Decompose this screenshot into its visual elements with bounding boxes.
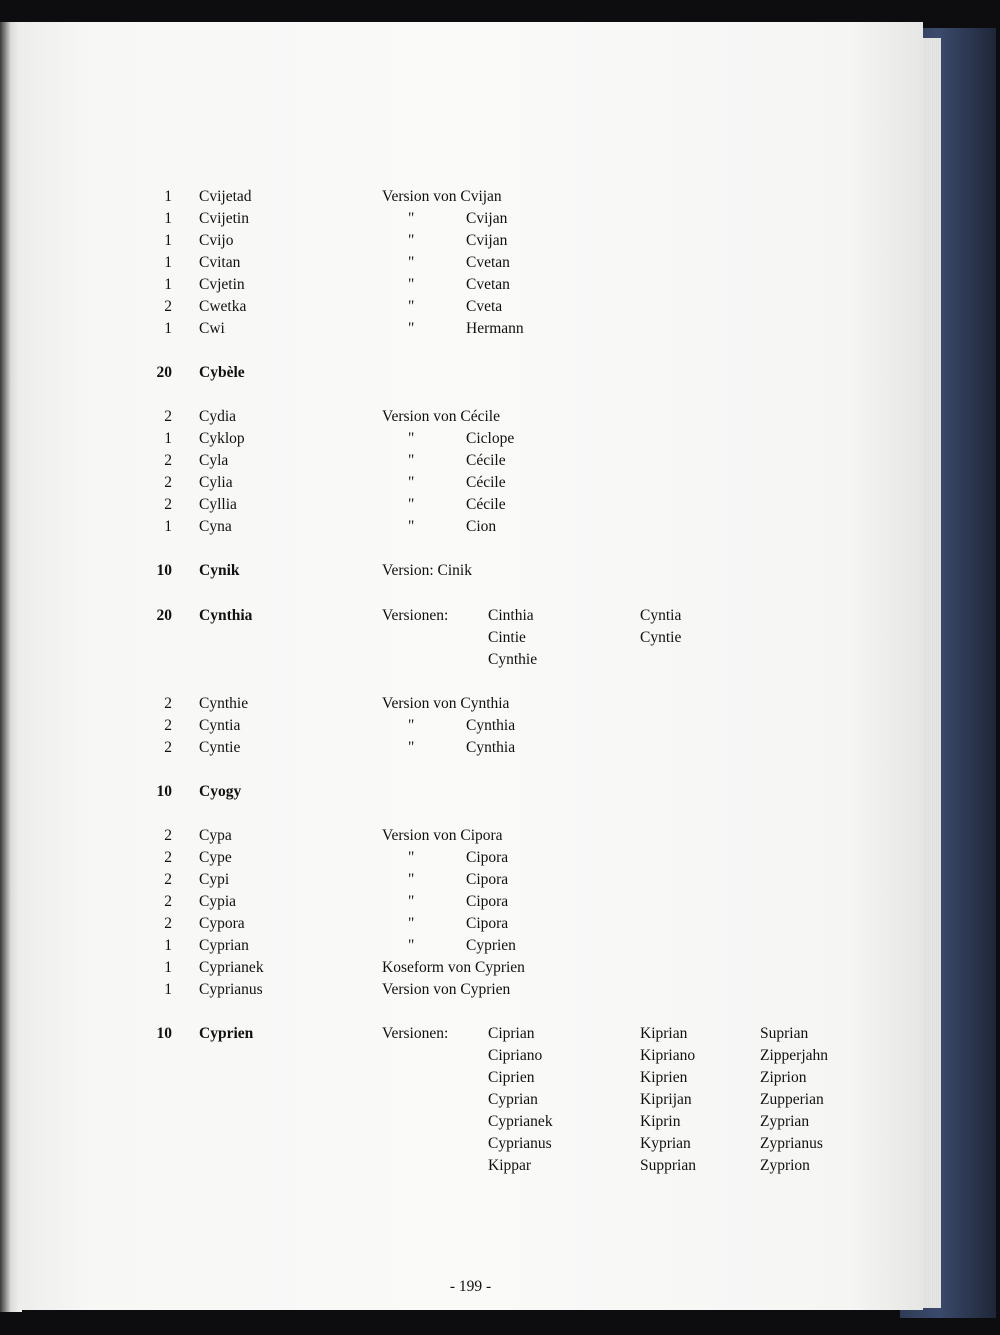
entry-description: Versionen:: [382, 607, 449, 624]
entry-row: [18, 693, 923, 715]
entry-count: 2: [164, 893, 172, 910]
entry-count: 1: [164, 320, 172, 337]
entry-name: Cyllia: [199, 496, 237, 513]
entry-name: Cynik: [199, 562, 240, 579]
entry-row: [18, 274, 923, 296]
entry-reference: Cveta: [466, 298, 503, 315]
variant-name: Cyntie: [640, 629, 682, 646]
variant-name: Kipriano: [640, 1047, 696, 1064]
variant-name: Zyprian: [760, 1113, 810, 1130]
entry-row: [18, 627, 923, 649]
variant-name: Supprian: [640, 1157, 696, 1174]
ditto-mark: ": [408, 937, 415, 954]
entry-reference: Cvijan: [466, 232, 508, 249]
variant-name: Cinthia: [488, 607, 534, 624]
entry-description: Versionen:: [382, 1025, 449, 1042]
variant-name: Cyprianek: [488, 1113, 553, 1130]
entry-description: Version von Cvijan: [382, 188, 502, 205]
entry-row: [18, 296, 923, 318]
variant-name: Cyprian: [488, 1091, 538, 1108]
entry-reference: Cvijan: [466, 210, 508, 227]
variant-name: Cyntia: [640, 607, 682, 624]
variant-name: Kiprian: [640, 1025, 688, 1042]
page-number: - 199 -: [449, 1278, 492, 1295]
ditto-mark: ": [408, 496, 415, 513]
entry-count: 1: [164, 232, 172, 249]
entry-count: 1: [164, 276, 172, 293]
entry-count: 2: [164, 298, 172, 315]
entry-reference: Cipora: [466, 893, 509, 910]
entry-row: [18, 913, 923, 935]
entry-name: Cyna: [199, 518, 232, 535]
entry-row: [18, 406, 923, 428]
variant-name: Cynthie: [488, 651, 538, 668]
entry-reference: Cvetan: [466, 276, 510, 293]
entry-count: 1: [164, 937, 172, 954]
entry-count: 2: [164, 408, 172, 425]
entry-reference: Cécile: [466, 452, 506, 469]
ditto-mark: ": [408, 320, 415, 337]
variant-name: Zyprion: [760, 1157, 810, 1174]
ditto-mark: ": [408, 717, 415, 734]
entry-name: Cydia: [199, 408, 237, 425]
variant-name: Cyprianus: [488, 1135, 552, 1152]
entry-row: [18, 472, 923, 494]
entry-count: 10: [156, 783, 172, 800]
entry-row: [18, 1045, 923, 1067]
entry-count: 2: [164, 871, 172, 888]
entry-count: 2: [164, 452, 172, 469]
entry-count: 1: [164, 981, 172, 998]
ditto-mark: ": [408, 232, 415, 249]
variant-name: Cipriano: [488, 1047, 543, 1064]
entry-row: [18, 715, 923, 737]
entry-reference: Hermann: [466, 320, 524, 337]
variant-name: Kiprin: [640, 1113, 681, 1130]
entry-name: Cwi: [199, 320, 225, 337]
entry-row: [18, 516, 923, 538]
entry-name: Cyprian: [199, 937, 249, 954]
ditto-mark: ": [408, 298, 415, 315]
ditto-mark: ": [408, 430, 415, 447]
entry-name: Cynthie: [199, 695, 249, 712]
book-page: [18, 22, 923, 1310]
entry-row: [18, 1023, 923, 1045]
ditto-mark: ": [408, 254, 415, 271]
entry-name: Cyogy: [199, 783, 242, 800]
entry-name: Cvijetad: [199, 188, 252, 205]
entry-row: [18, 605, 923, 627]
entry-reference: Cynthia: [466, 739, 516, 756]
entry-row: [18, 428, 923, 450]
entry-count: 1: [164, 518, 172, 535]
entry-description: Version: Cinik: [382, 562, 472, 579]
variant-name: Suprian: [760, 1025, 809, 1042]
ditto-mark: ": [408, 474, 415, 491]
entry-row: [18, 252, 923, 274]
entry-row: [18, 781, 923, 803]
entry-name: Cwetka: [199, 298, 247, 315]
entry-row: [18, 318, 923, 340]
entry-row: [18, 1133, 923, 1155]
entry-name: Cyla: [199, 452, 229, 469]
entry-name: Cype: [199, 849, 232, 866]
entry-name: Cyntia: [199, 717, 241, 734]
variant-name: Ciprien: [488, 1069, 535, 1086]
entry-name: Cylia: [199, 474, 233, 491]
entry-name: Cypi: [199, 871, 230, 888]
entry-name: Cyprianek: [199, 959, 264, 976]
entry-name: Cvijetin: [199, 210, 249, 227]
ditto-mark: ": [408, 276, 415, 293]
variant-name: Ziprion: [760, 1069, 807, 1086]
entry-row: [18, 208, 923, 230]
entry-reference: Cion: [466, 518, 497, 535]
entry-count: 10: [156, 1025, 172, 1042]
entry-row: [18, 825, 923, 847]
entry-reference: Cécile: [466, 474, 506, 491]
entry-count: 2: [164, 915, 172, 932]
entry-count: 1: [164, 188, 172, 205]
entry-name: Cyklop: [199, 430, 245, 447]
entry-row: [18, 847, 923, 869]
entry-row: [18, 230, 923, 252]
entry-row: [18, 869, 923, 891]
entry-count: 10: [156, 562, 172, 579]
variant-name: Cintie: [488, 629, 526, 646]
entry-name: Cvijo: [199, 232, 234, 249]
entry-row: [18, 1111, 923, 1133]
entry-name: Cybèle: [199, 364, 245, 381]
ditto-mark: ": [408, 210, 415, 227]
entry-count: 2: [164, 739, 172, 756]
entry-name: Cypa: [199, 827, 232, 844]
entry-count: 2: [164, 827, 172, 844]
ditto-mark: ": [408, 893, 415, 910]
variant-name: Kippar: [488, 1157, 532, 1174]
entry-count: 1: [164, 254, 172, 271]
entry-name: Cypia: [199, 893, 237, 910]
entry-row: [18, 1089, 923, 1111]
variant-name: Kiprijan: [640, 1091, 692, 1108]
entry-count: 20: [156, 607, 172, 624]
variant-name: Ciprian: [488, 1025, 535, 1042]
entry-count: 1: [164, 430, 172, 447]
entry-count: 1: [164, 210, 172, 227]
entry-count: 2: [164, 717, 172, 734]
entry-row: [18, 450, 923, 472]
entry-row: [18, 494, 923, 516]
ditto-mark: ": [408, 849, 415, 866]
entry-reference: Cyprien: [466, 937, 516, 954]
entry-count: 2: [164, 695, 172, 712]
entry-description: Version von Cipora: [382, 827, 503, 844]
ditto-mark: ": [408, 739, 415, 756]
entry-row: [18, 362, 923, 384]
ditto-mark: ": [408, 452, 415, 469]
entry-name: Cyprien: [199, 1025, 254, 1042]
entry-reference: Cvetan: [466, 254, 510, 271]
entry-name: Cvitan: [199, 254, 241, 271]
ditto-mark: ": [408, 915, 415, 932]
entry-row: [18, 935, 923, 957]
entry-row: [18, 737, 923, 759]
entry-description: Koseform von Cyprien: [382, 959, 525, 976]
entry-count: 20: [156, 364, 172, 381]
variant-name: Kyprian: [640, 1135, 691, 1152]
entry-name: Cynthia: [199, 607, 253, 624]
entry-description: Version von Cyprien: [382, 981, 511, 998]
variant-name: Zyprianus: [760, 1135, 823, 1152]
entry-reference: Cécile: [466, 496, 506, 513]
entry-description: Version von Cécile: [382, 408, 500, 425]
entry-name: Cypora: [199, 915, 245, 932]
entry-count: 1: [164, 959, 172, 976]
entry-description: Version von Cynthia: [382, 695, 510, 712]
entry-name: Cyprianus: [199, 981, 263, 998]
entry-name: Cvjetin: [199, 276, 245, 293]
variant-name: Zipperjahn: [760, 1047, 829, 1064]
entry-row: [18, 957, 923, 979]
entry-name: Cyntie: [199, 739, 241, 756]
ditto-mark: ": [408, 871, 415, 888]
entry-reference: Cynthia: [466, 717, 516, 734]
entry-count: 2: [164, 496, 172, 513]
entry-count: 2: [164, 474, 172, 491]
entry-row: [18, 1067, 923, 1089]
entry-row: [18, 560, 923, 582]
entry-reference: Ciclope: [466, 430, 515, 447]
entry-count: 2: [164, 849, 172, 866]
entry-row: [18, 1155, 923, 1177]
variant-name: Kiprien: [640, 1069, 688, 1086]
entry-row: [18, 186, 923, 208]
entry-reference: Cipora: [466, 849, 509, 866]
entry-row: [18, 979, 923, 1001]
entry-reference: Cipora: [466, 915, 509, 932]
variant-name: Zupperian: [760, 1091, 824, 1108]
ditto-mark: ": [408, 518, 415, 535]
entry-row: [18, 891, 923, 913]
entry-reference: Cipora: [466, 871, 509, 888]
entry-row: [18, 649, 923, 671]
